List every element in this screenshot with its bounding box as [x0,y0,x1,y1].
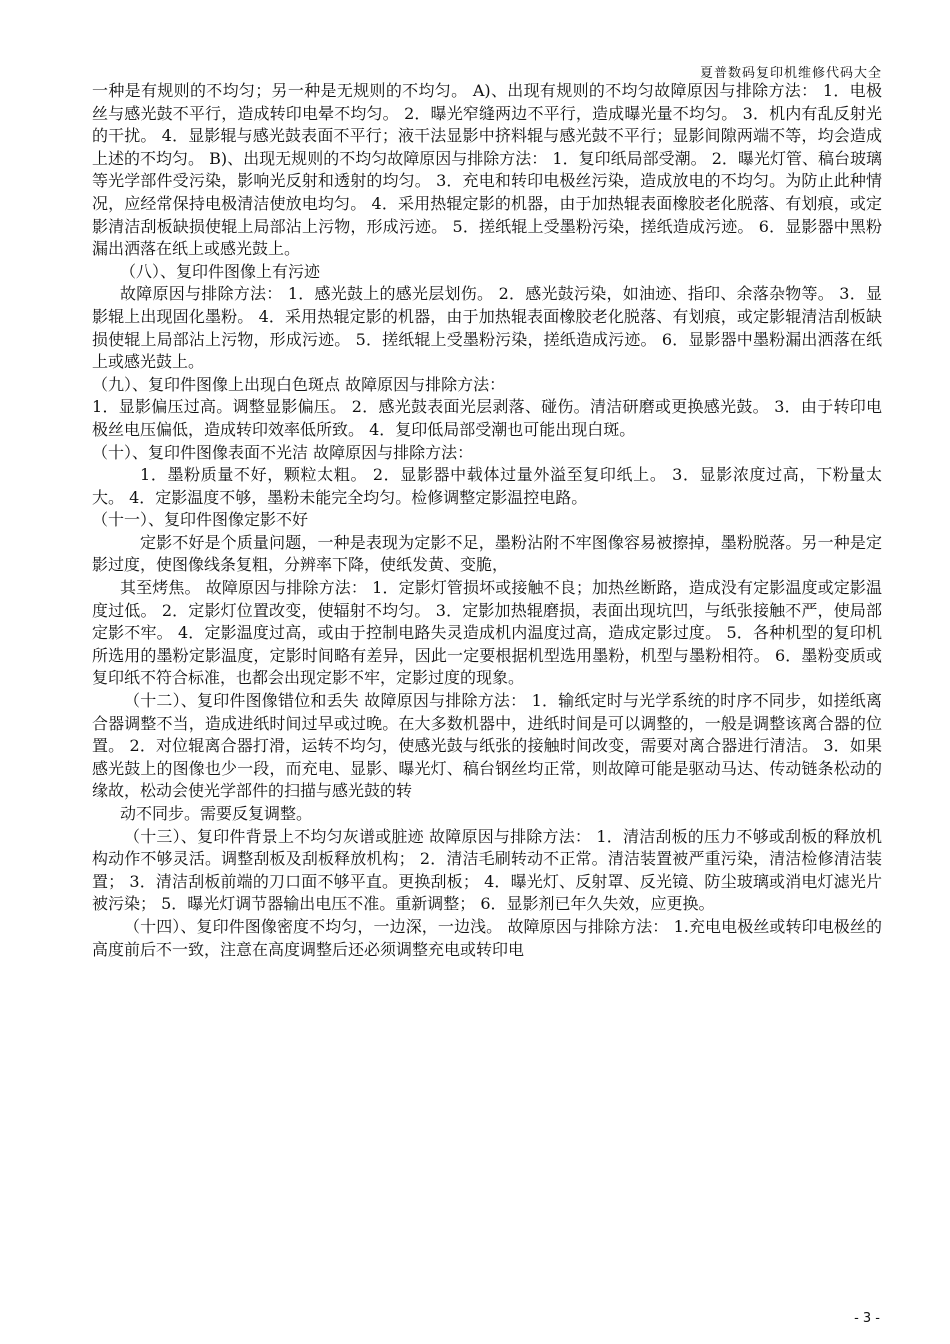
section-heading-11: （十一）、复印件图像定影不好 [92,510,309,530]
paragraph-section-9: 1．显影偏压过高。调整显影偏压。 2．感光鼓表面光层剥落、碰伤。清洁研磨或更换感光鼓。 3．由于转印电极丝电压偏低，造成转印效率低所致。 4．复印低局部受潮也可能出现白斑。 [92,397,882,439]
paragraph-section-13: （十三）、复印件背景上不均匀灰谱或脏迹 故障原因与排除方法： 1．清洁刮板的压力不够或刮板的释放机构动作不够灵活。调整刮板及刮板释放机构； 2．清洁毛刷转动不正常。清洁装置被严重污染，清洁检修清洁装置； 3．清洁刮板前端的刀口面不够平直。更换刮板； 4．曝光灯、反射罩、反光镜、防尘玻璃或消电灯滤光片被污染； 5．曝光灯调节器输出电压不准。重新调整； 6．显影剂已年久失效，应更换。 [92,826,882,914]
paragraph-section-12: （十二）、复印件图像错位和丢失 故障原因与排除方法： 1．输纸定时与光学系统的时序不同步，如搓纸离合器调整不当，造成进纸时间过早或过晚。在大多数机器中，进纸时间是可以调整的，一般是调整该离合器的位置。 2．对位辊离合器打滑，运转不均匀，使感光鼓与纸张的接触时间改变，需要对离合器进行清洁。 3．如果感光鼓上的图像也少一段，而充电、显影、曝光灯、稿台钢丝均正常，则故障可能是驱动马达、传动链条松动的缘故，松动会使光学部件的扫描与感光鼓的转 [92,691,882,801]
paragraph-section-11: 其至烤焦。 故障原因与排除方法： 1．定影灯管损坏或接触不良；加热丝断路，造成没有定影温度或定影温度过低。 2．定影灯位置改变，使辐射不均匀。 3．定影加热辊磨损，表面出现坑凹，与纸张接触不严，使局部定影不牢。 4．定影温度过高，或由于控制电路失灵造成机内温度过高，造成定影过度。 5．各种机型的复印机所选用的墨粉定影温度，定影时间略有差异，因此一定要根据机型选用墨粉，机型与墨粉相符。 6．墨粉变质或复印纸不符合标准，也都会出现定影不牢，定影过度的现象。 [92,578,882,688]
paragraph-section-14: （十四）、复印件图像密度不均匀，一边深，一边浅。 故障原因与排除方法： 1.充电电极丝或转印电极丝的高度前后不一致，注意在高度调整后还必须调整充电或转印电 [92,916,882,959]
running-header: 夏普数码复印机维修代码大全 [699,66,882,81]
paragraph-uneven-causes: 一种是有规则的不均匀；另一种是无规则的不均匀。 A)、出现有规则的不均匀故障原因与排除方法： 1．电极丝与感光鼓不平行，造成转印电晕不均匀。 2．曝光窄缝两边不平行，造成曝光量不均匀。 3．机内有乱反射光的干扰。 4．显影辊与感光鼓表面不平行；液干法显影中挤料辊与感光鼓不平行；显影间隙两端不等，均会造成上述的不均匀。 B)、出现无规则的不均匀故障原因与排除方法： 1．复印纸局部受潮。 2．曝光灯管、稿台玻璃等光学部件受污染，影响光反射和透射的均匀。 3．充电和转印电极丝污染，造成放电的不均匀。为防止此种情况，应经常保持电极清洁使放电均匀。 4．采用热辊定影的机器，由于加热辊表面橡胶老化脱落、有划痕，或定影清洁刮板缺损使辊上局部沾上污物，形成污迹。 5．搓纸辊上受墨粉污染，搓纸造成污迹。 6．显影器中黑粉漏出洒落在纸上或感光鼓上。 [92,81,882,259]
paragraph-section-10: 1．墨粉质量不好，颗粒太粗。 2．显影器中载体过量外溢至复印纸上。 3．显影浓度过高，下粉量太大。 4．定影温度不够，墨粉未能完全均匀。检修调整定影温控电路。 [92,465,882,507]
section-heading-8: （八）、复印件图像上有污迹 [120,261,321,281]
section-heading-9: （九）、复印件图像上出现白色斑点 故障原因与排除方法： [92,374,506,394]
paragraph-section-11-intro: 定影不好是个质量问题，一种是表现为定影不足，墨粉沾附不牢图像容易被擦掉，墨粉脱落。另一种是定影过度，使图像线条复粗，分辨率下降，使纸发黄、变脆， [92,532,882,575]
section-heading-10: （十）、复印件图像表面不光洁 故障原因与排除方法： [92,442,474,462]
paragraph-section-12-cont: 动不同步。需要反复调整。 [120,804,313,823]
page-number: - 3 - [854,1311,880,1326]
paragraph-section-8: 故障原因与排除方法： 1．感光鼓上的感光层划伤。 2．感光鼓污染，如油迹、指印、余落杂物等。 3．显影辊上出现固化墨粉。 4．采用热辊定影的机器，由于加热辊表面橡胶老化脱落、有划痕，或定影辊清洁刮板缺损使辊上局部沾上污物，形成污迹。 5．搓纸辊上受墨粉污染，搓纸造成污迹。 6．显影器中墨粉漏出洒落在纸上或感光鼓上。 [92,284,882,372]
document-body [92,80,882,961]
